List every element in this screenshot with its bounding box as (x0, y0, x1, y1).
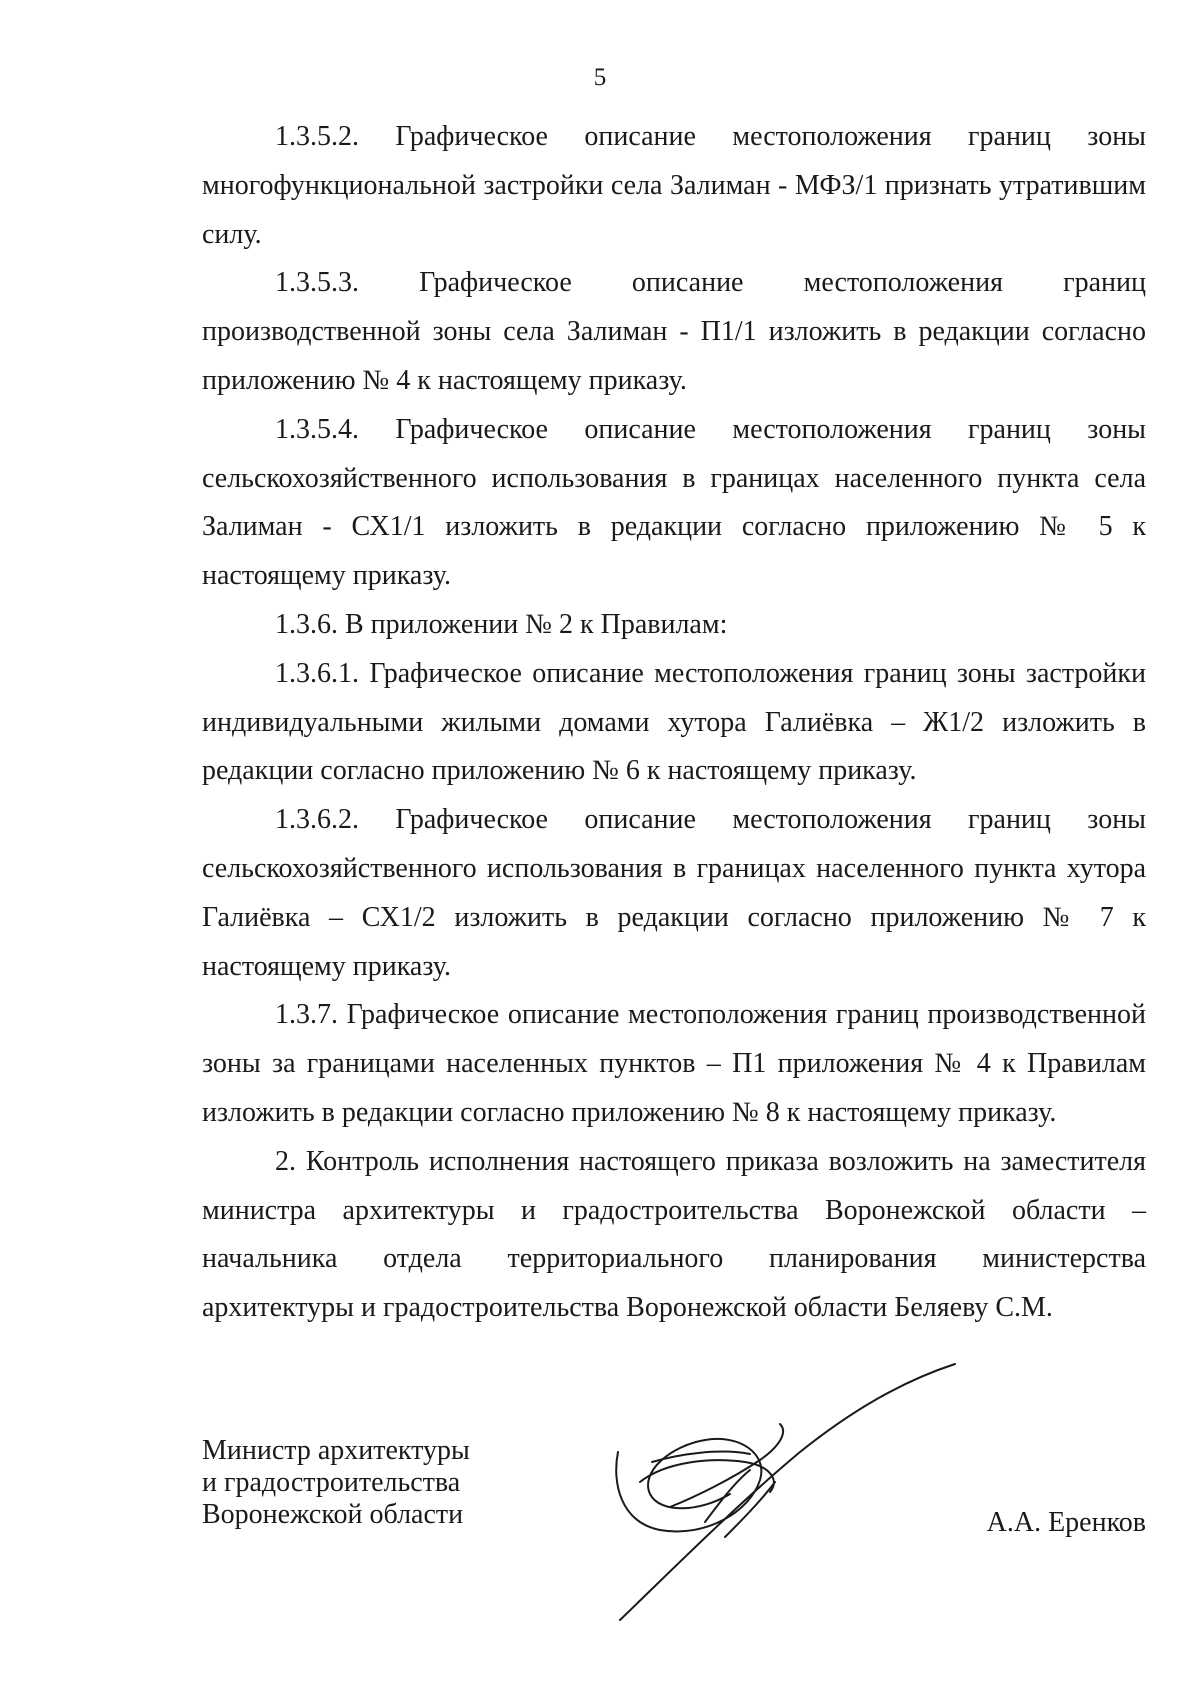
paragraph-1-3-6-1: 1.3.6.1. Графическое описание местоположения границ зоны застройки индивидуальными жилыми домами хутора Галиёвка – Ж1/2 изложить в редакции согласно приложению № 6 к настоящему приказу. (202, 657, 1146, 787)
paragraph-2: 2. Контроль исполнения настоящего приказа возложить на заместителя министра архитектуры и градостроительства Воронежской области – начальника отдела территориального планирования министерства архитектуры и градостроительства Воронежской области Беляеву С.М. (202, 1145, 1146, 1324)
paragraph-1-3-5-4: 1.3.5.4. Графическое описание местоположения границ зоны сельскохозяйственного использования в границах населенного пункта села Залиман - СХ1/1 изложить в редакции согласно приложению № 5 к настоящему приказу. (202, 413, 1146, 592)
paragraph-1-3-5-2: 1.3.5.2. Графическое описание местоположения границ зоны многофункциональной застройки села Залиман - МФЗ/1 признать утратившим силу. (202, 121, 1146, 250)
paragraph-1-3-5-3: 1.3.5.3. Графическое описание местоположения границ производственной зоны села Залиман - П1/1 изложить в редакции согласно приложению № 4 к настоящему приказу. (202, 267, 1146, 396)
paragraph-1-3-6: 1.3.6. В приложении № 2 к Правилам: (275, 608, 728, 640)
document-body (202, 113, 1146, 1333)
paragraph-1-3-6-2: 1.3.6.2. Графическое описание местоположения границ зоны сельскохозяйственного использования в границах населенного пункта хутора Галиёвка – СХ1/2 изложить в редакции согласно приложению № 7 к настоящему приказу. (202, 804, 1146, 982)
handwritten-signature (610, 1362, 970, 1622)
signer-name: А.А. Еренков (986, 1507, 1146, 1538)
signatory-title-line: Воронежской области (202, 1499, 464, 1530)
signatory-title-line: Министр архитектуры (202, 1435, 470, 1466)
signatory-title (202, 1435, 470, 1531)
signatory-title-line: и градостроительства (202, 1467, 461, 1498)
paragraph-1-3-7: 1.3.7. Графическое описание местоположения границ производственной зоны за границами населенных пунктов – П1 приложения № 4 к Правилам изложить в редакции согласно приложению № 8 к настоящему приказу. (202, 999, 1146, 1128)
page-number: 5 (593, 64, 607, 91)
